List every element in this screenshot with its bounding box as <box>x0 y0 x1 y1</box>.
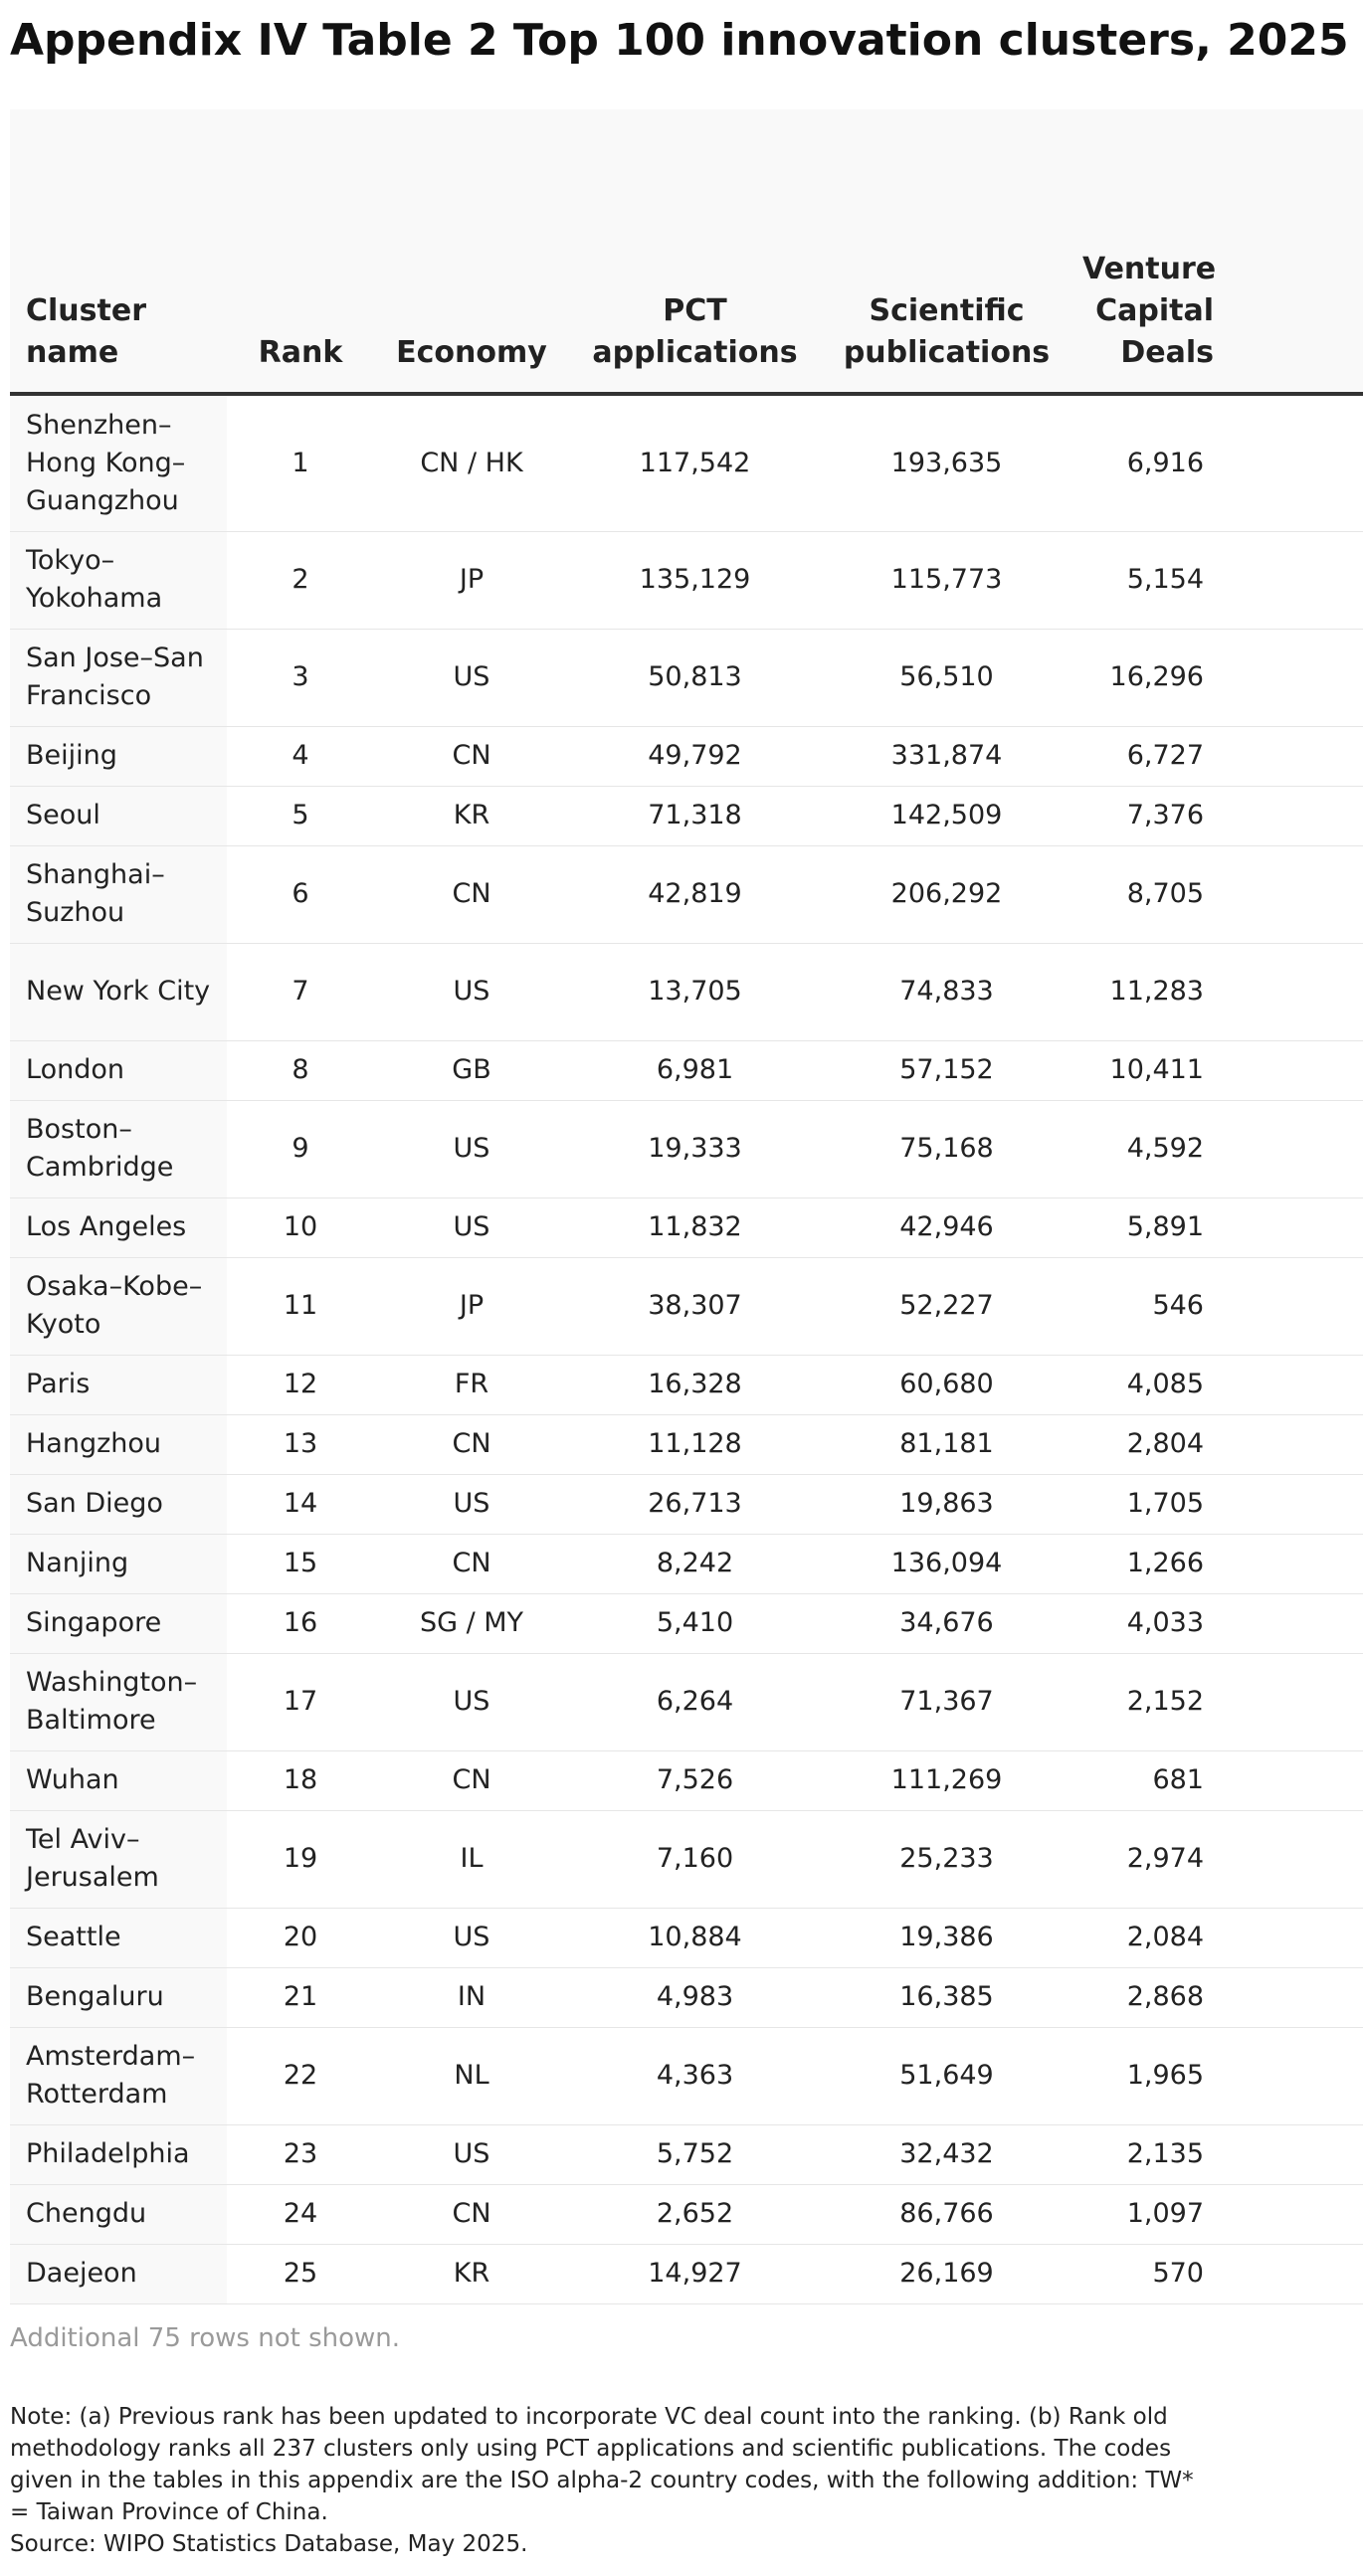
cell-rank: 14 <box>227 1474 374 1534</box>
cell-cluster-name: Boston–Cambridge <box>10 1100 227 1197</box>
table-row <box>10 1100 1363 1197</box>
cell-cluster-name: London <box>10 1040 227 1100</box>
cell-rank: 10 <box>227 1197 374 1257</box>
table-row <box>10 1810 1363 1908</box>
table-row <box>10 531 1363 629</box>
table-row <box>10 845 1363 943</box>
cell-pct: 135,129 <box>569 531 821 629</box>
header-venture-capital-deals[interactable]: Venture Capital Deals <box>1072 109 1363 394</box>
cell-cluster-name: Chengdu <box>10 2184 227 2244</box>
cell-economy: FR <box>374 1355 569 1414</box>
cell-cluster-name: Paris <box>10 1355 227 1414</box>
cell-pct: 19,333 <box>569 1100 821 1197</box>
table-row <box>10 1474 1363 1534</box>
cell-economy: US <box>374 1908 569 1967</box>
cell-pct: 49,792 <box>569 726 821 786</box>
cell-pct: 11,128 <box>569 1414 821 1474</box>
cell-pct: 4,363 <box>569 2027 821 2124</box>
cell-pct: 4,983 <box>569 1967 821 2027</box>
header-pct-applications[interactable]: PCT applications <box>569 109 821 394</box>
cell-rank: 16 <box>227 1593 374 1653</box>
cell-vc-deals: 8,705 <box>1072 845 1363 943</box>
cell-vc-deals: 10,411 <box>1072 1040 1363 1100</box>
table-row <box>10 786 1363 845</box>
cell-vc-deals: 2,804 <box>1072 1414 1363 1474</box>
header-rank[interactable]: Rank <box>227 109 374 394</box>
table-row <box>10 943 1363 1040</box>
cell-rank: 12 <box>227 1355 374 1414</box>
cell-economy: US <box>374 1653 569 1750</box>
cell-scientific: 111,269 <box>821 1750 1072 1810</box>
cell-cluster-name: Los Angeles <box>10 1197 227 1257</box>
cell-scientific: 86,766 <box>821 2184 1072 2244</box>
table-row <box>10 1908 1363 1967</box>
cell-scientific: 56,510 <box>821 629 1072 726</box>
cell-pct: 16,328 <box>569 1355 821 1414</box>
cell-pct: 11,832 <box>569 1197 821 1257</box>
cell-vc-deals: 681 <box>1072 1750 1363 1810</box>
cell-cluster-name: Philadelphia <box>10 2124 227 2184</box>
cell-vc-deals: 7,376 <box>1072 786 1363 845</box>
cell-pct: 7,526 <box>569 1750 821 1810</box>
cell-rank: 7 <box>227 943 374 1040</box>
cell-vc-deals: 4,033 <box>1072 1593 1363 1653</box>
cell-rank: 1 <box>227 394 374 531</box>
cell-cluster-name: Bengaluru <box>10 1967 227 2027</box>
table-notes <box>10 2401 1209 2560</box>
cell-scientific: 52,227 <box>821 1257 1072 1355</box>
cell-vc-deals: 2,152 <box>1072 1653 1363 1750</box>
cell-economy: SG / MY <box>374 1593 569 1653</box>
cell-pct: 50,813 <box>569 629 821 726</box>
table-row <box>10 629 1363 726</box>
cell-cluster-name: Amsterdam–Rotterdam <box>10 2027 227 2124</box>
cell-rank: 21 <box>227 1967 374 2027</box>
cell-rank: 8 <box>227 1040 374 1100</box>
clusters-table <box>10 109 1363 2304</box>
cell-rank: 24 <box>227 2184 374 2244</box>
cell-economy: US <box>374 1100 569 1197</box>
cell-economy: IN <box>374 1967 569 2027</box>
cell-rank: 2 <box>227 531 374 629</box>
cell-scientific: 71,367 <box>821 1653 1072 1750</box>
cell-cluster-name: San Diego <box>10 1474 227 1534</box>
cell-rank: 13 <box>227 1414 374 1474</box>
cell-cluster-name: Tokyo–Yokohama <box>10 531 227 629</box>
cell-cluster-name: San Jose–San Francisco <box>10 629 227 726</box>
cell-vc-deals: 5,154 <box>1072 531 1363 629</box>
cell-economy: US <box>374 943 569 1040</box>
cell-cluster-name: Tel Aviv–Jerusalem <box>10 1810 227 1908</box>
header-economy[interactable]: Economy <box>374 109 569 394</box>
cell-vc-deals: 2,868 <box>1072 1967 1363 2027</box>
table-row <box>10 1414 1363 1474</box>
cell-economy: US <box>374 1474 569 1534</box>
cell-scientific: 51,649 <box>821 2027 1072 2124</box>
cell-economy: IL <box>374 1810 569 1908</box>
cell-vc-deals: 6,916 <box>1072 394 1363 531</box>
cell-cluster-name: Shanghai–Suzhou <box>10 845 227 943</box>
table-row <box>10 1040 1363 1100</box>
cell-economy: US <box>374 2124 569 2184</box>
cell-economy: CN <box>374 1534 569 1593</box>
cell-vc-deals: 1,097 <box>1072 2184 1363 2244</box>
cell-pct: 7,160 <box>569 1810 821 1908</box>
cell-rank: 3 <box>227 629 374 726</box>
table-row <box>10 1593 1363 1653</box>
cell-vc-deals: 1,965 <box>1072 2027 1363 2124</box>
cell-cluster-name: Seattle <box>10 1908 227 1967</box>
cell-vc-deals: 570 <box>1072 2244 1363 2303</box>
cell-pct: 10,884 <box>569 1908 821 1967</box>
cell-economy: US <box>374 1197 569 1257</box>
cell-vc-deals: 11,283 <box>1072 943 1363 1040</box>
cell-rank: 6 <box>227 845 374 943</box>
cell-pct: 6,264 <box>569 1653 821 1750</box>
cell-rank: 18 <box>227 1750 374 1810</box>
table-row <box>10 1257 1363 1355</box>
cell-vc-deals: 5,891 <box>1072 1197 1363 1257</box>
cell-pct: 6,981 <box>569 1040 821 1100</box>
cell-cluster-name: Singapore <box>10 1593 227 1653</box>
cell-scientific: 25,233 <box>821 1810 1072 1908</box>
cell-scientific: 26,169 <box>821 2244 1072 2303</box>
cell-cluster-name: Wuhan <box>10 1750 227 1810</box>
cell-economy: CN / HK <box>374 394 569 531</box>
cell-scientific: 75,168 <box>821 1100 1072 1197</box>
cell-cluster-name: Beijing <box>10 726 227 786</box>
cell-rank: 25 <box>227 2244 374 2303</box>
cell-scientific: 60,680 <box>821 1355 1072 1414</box>
cell-economy: KR <box>374 2244 569 2303</box>
cell-cluster-name: Daejeon <box>10 2244 227 2303</box>
cell-scientific: 115,773 <box>821 531 1072 629</box>
cell-vc-deals: 1,705 <box>1072 1474 1363 1534</box>
table-row <box>10 1534 1363 1593</box>
cell-vc-deals: 6,727 <box>1072 726 1363 786</box>
cell-economy: KR <box>374 786 569 845</box>
cell-cluster-name: Shenzhen–Hong Kong–Guangzhou <box>10 394 227 531</box>
header-cluster-name[interactable]: Cluster name <box>10 109 227 394</box>
cell-rank: 17 <box>227 1653 374 1750</box>
cell-cluster-name: Osaka–Kobe–Kyoto <box>10 1257 227 1355</box>
cell-cluster-name: Seoul <box>10 786 227 845</box>
cell-cluster-name: New York City <box>10 943 227 1040</box>
cell-vc-deals: 4,085 <box>1072 1355 1363 1414</box>
cell-rank: 20 <box>227 1908 374 1967</box>
cell-vc-deals: 2,135 <box>1072 2124 1363 2184</box>
header-scientific-publications[interactable]: Scientific publications <box>821 109 1072 394</box>
cell-pct: 5,752 <box>569 2124 821 2184</box>
cell-rank: 19 <box>227 1810 374 1908</box>
cell-scientific: 81,181 <box>821 1414 1072 1474</box>
table-row <box>10 1355 1363 1414</box>
cell-scientific: 331,874 <box>821 726 1072 786</box>
cell-vc-deals: 1,266 <box>1072 1534 1363 1593</box>
cell-scientific: 74,833 <box>821 943 1072 1040</box>
table-row <box>10 394 1363 531</box>
cell-economy: JP <box>374 1257 569 1355</box>
cell-economy: NL <box>374 2027 569 2124</box>
cell-cluster-name: Washington–Baltimore <box>10 1653 227 1750</box>
cell-pct: 117,542 <box>569 394 821 531</box>
table-row <box>10 2244 1363 2303</box>
cell-vc-deals: 16,296 <box>1072 629 1363 726</box>
clusters-table-container[interactable] <box>10 109 1217 2304</box>
cell-economy: CN <box>374 1414 569 1474</box>
cell-pct: 42,819 <box>569 845 821 943</box>
cell-rank: 23 <box>227 2124 374 2184</box>
table-row <box>10 2124 1363 2184</box>
methodology-note: Note: (a) Previous rank has been updated to incorporate VC deal count into the ranking. (b) Rank old methodology ranks all 237 clusters only using PCT applications and scientific publications. The codes given in the tables in this appendix are the ISO alpha-2 country codes, with the following addition: TW* = Taiwan Province of China. <box>10 2404 1194 2525</box>
cell-rank: 15 <box>227 1534 374 1593</box>
cell-pct: 26,713 <box>569 1474 821 1534</box>
table-row <box>10 2027 1363 2124</box>
cell-scientific: 206,292 <box>821 845 1072 943</box>
table-row <box>10 1653 1363 1750</box>
cell-rank: 11 <box>227 1257 374 1355</box>
cell-pct: 14,927 <box>569 2244 821 2303</box>
cell-scientific: 193,635 <box>821 394 1072 531</box>
page-title: Appendix IV Table 2 Top 100 innovation clusters, 2025 <box>10 15 1349 66</box>
cell-rank: 22 <box>227 2027 374 2124</box>
cell-rank: 9 <box>227 1100 374 1197</box>
cell-economy: CN <box>374 726 569 786</box>
cell-cluster-name: Hangzhou <box>10 1414 227 1474</box>
cell-cluster-name: Nanjing <box>10 1534 227 1593</box>
cell-pct: 2,652 <box>569 2184 821 2244</box>
cell-scientific: 16,385 <box>821 1967 1072 2027</box>
table-row <box>10 726 1363 786</box>
cell-vc-deals: 2,084 <box>1072 1908 1363 1967</box>
cell-scientific: 136,094 <box>821 1534 1072 1593</box>
cell-vc-deals: 4,592 <box>1072 1100 1363 1197</box>
cell-scientific: 19,863 <box>821 1474 1072 1534</box>
table-row <box>10 2184 1363 2244</box>
cell-pct: 71,318 <box>569 786 821 845</box>
cell-scientific: 32,432 <box>821 2124 1072 2184</box>
cell-pct: 5,410 <box>569 1593 821 1653</box>
table-row <box>10 1967 1363 2027</box>
cell-economy: JP <box>374 531 569 629</box>
cell-vc-deals: 546 <box>1072 1257 1363 1355</box>
cell-economy: US <box>374 629 569 726</box>
additional-rows-note: Additional 75 rows not shown. <box>10 2323 401 2353</box>
cell-pct: 13,705 <box>569 943 821 1040</box>
cell-rank: 5 <box>227 786 374 845</box>
cell-scientific: 142,509 <box>821 786 1072 845</box>
cell-rank: 4 <box>227 726 374 786</box>
cell-vc-deals: 2,974 <box>1072 1810 1363 1908</box>
cell-pct: 8,242 <box>569 1534 821 1593</box>
cell-pct: 38,307 <box>569 1257 821 1355</box>
cell-scientific: 34,676 <box>821 1593 1072 1653</box>
table-header-row <box>10 109 1363 394</box>
source-note: Source: WIPO Statistics Database, May 2025. <box>10 2531 528 2557</box>
cell-economy: CN <box>374 1750 569 1810</box>
table-row <box>10 1750 1363 1810</box>
cell-economy: CN <box>374 2184 569 2244</box>
cell-scientific: 57,152 <box>821 1040 1072 1100</box>
cell-scientific: 19,386 <box>821 1908 1072 1967</box>
cell-economy: GB <box>374 1040 569 1100</box>
table-row <box>10 1197 1363 1257</box>
cell-scientific: 42,946 <box>821 1197 1072 1257</box>
cell-economy: CN <box>374 845 569 943</box>
